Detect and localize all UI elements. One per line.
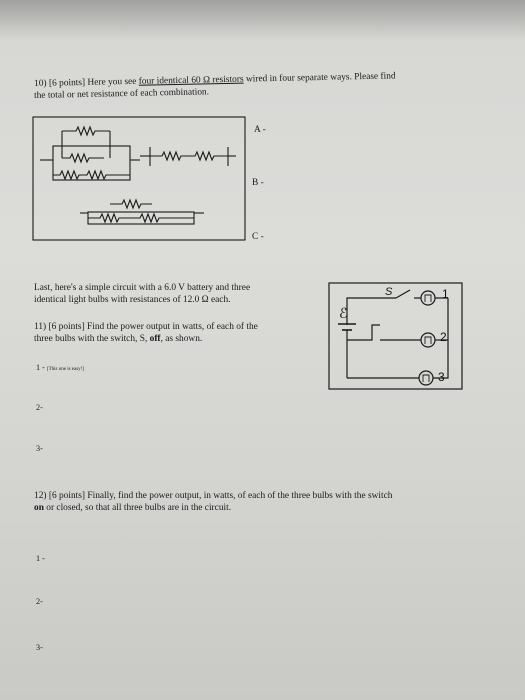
q12-answer3: 3- xyxy=(36,643,43,652)
bulb-1-icon xyxy=(421,291,435,305)
switch-arm xyxy=(396,290,410,298)
intro-line2: identical light bulbs with resistances of 12.0 Ω each. xyxy=(34,295,231,305)
q12-text2: or closed, so that all three bulbs are in the circuit. xyxy=(46,503,232,513)
q11-answer1-label: 1 - xyxy=(36,363,45,372)
bulb-1-label: 1 xyxy=(442,287,449,301)
q10-line2: the total or net resistance of each combination. xyxy=(34,87,210,101)
q12-text1: Finally, find the power output, in watts, of each of the three bulbs with the switch xyxy=(87,491,393,501)
q12-points: [6 points] xyxy=(48,491,86,501)
intro-line1: Last, here's a simple circuit with a 6.0 V battery and three xyxy=(34,283,251,293)
q10-points: [6 points] xyxy=(48,77,86,89)
bulb-3-icon xyxy=(419,371,433,385)
q12-line2 xyxy=(34,503,231,514)
bulb-2-label: 2 xyxy=(440,330,447,344)
bulb-3-label: 3 xyxy=(438,370,445,384)
q11-points: [6 points] xyxy=(48,322,85,332)
bulb-2-icon xyxy=(421,333,435,347)
q11-number: 11) xyxy=(34,322,47,332)
q11-text1: Find the power output in watts, of each of the xyxy=(87,322,258,332)
q10-resistors-text: four identical 60 Ω resistors xyxy=(138,74,244,87)
label-a: A - xyxy=(254,125,266,135)
q12-on-text: on xyxy=(34,503,44,513)
label-b: B - xyxy=(252,178,264,188)
q11-off-text: off xyxy=(149,334,161,344)
switch-label: S xyxy=(385,286,393,298)
q11-answer3: 3- xyxy=(36,444,43,453)
q11-answer1-note: [This one is easy!] xyxy=(46,367,84,372)
q12-answer2: 2- xyxy=(36,597,43,606)
q11-text2a: three bulbs with the switch, S, xyxy=(34,334,148,344)
label-c: C - xyxy=(252,232,264,242)
q10-text-a: Here you see xyxy=(87,76,137,88)
q12-number: 12) xyxy=(34,491,47,501)
q12-answer1: 1 - xyxy=(36,554,45,563)
emf-label: ℰ xyxy=(339,305,348,321)
q10-number: 10) xyxy=(34,78,47,89)
q12-line1 xyxy=(34,491,392,502)
q10-text-b: wired in four separate ways. Please find xyxy=(245,71,396,85)
q11-answer2: 2- xyxy=(36,403,43,412)
q11-text2c: , as shown. xyxy=(160,334,203,344)
